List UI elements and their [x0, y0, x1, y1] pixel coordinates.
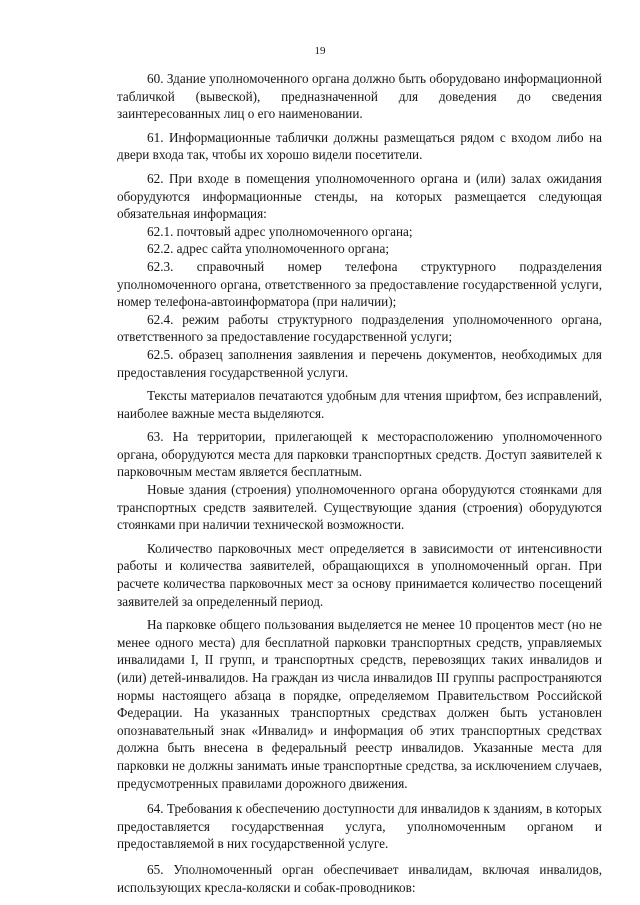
paragraph-61: 61. Информационные таблички должны размещаться рядом с входом либо на двери входа так, чтобы их хорошо видели посетители. [117, 129, 602, 163]
paragraph-65: 65. Уполномоченный орган обеспечивает инвалидам, включая инвалидов, использующих кресла-коляски и собак-проводников: [117, 861, 602, 895]
paragraph-62: 62. При входе в помещения уполномоченного органа и (или) залах ожидания оборудуются информационные стенды, на которых размещается следующая обязательная информация: [117, 170, 602, 222]
paragraph-62-1: 62.1. почтовый адрес уполномоченного органа; [147, 223, 413, 239]
paragraph-60: 60. Здание уполномоченного органа должно быть оборудовано информационной табличкой (вывеской), предназначенной для доведения до сведения заинтересованных лиц о его наименовании. [117, 71, 602, 122]
paragraph-64: 64. Требования к обеспечению доступности для инвалидов к зданиям, в которых предоставляется государственная услуга, уполномоченным органом и предоставляемой в них государственной услуге. [117, 801, 602, 852]
paragraph-disabled-parking: На парковке общего пользования выделяется не менее 10 процентов мест (но не менее одного места) для бесплатной парковки транспортных средств, управляемых инвалидами I, II групп, и транспортных средств, перевозящих таких инвалидов и (или) детей-инвалидов. На граждан из числа инвалидов III группы распространяются нормы настоящего абзаца в порядке, определяемом Правительством Российской Федерации. На указанных транспортных средствах должен быть установлен опознавательный знак «Инвалид» и информация об этих транспортных средствах должна быть внесена в федеральный реестр инвалидов. Указанные места для парковки не должны занимать иные транспортные средства, за исключением случаев, предусмотренных правилами дорожного движения. [117, 617, 602, 791]
paragraph-62-4: 62.4. режим работы структурного подразделения уполномоченного органа, ответственного за предоставление государственной услуги; [117, 311, 602, 345]
paragraph-63: 63. На территории, прилегающей к месторасположению уполномоченного органа, оборудуются места для парковки транспортных средств. Доступ заявителей к парковочным местам является бесплатным. [117, 429, 602, 480]
document-body [117, 70, 602, 896]
paragraph-62-2: 62.2. адрес сайта уполномоченного органа; [147, 241, 389, 257]
paragraph-parking-count: Количество парковочных мест определяется в зависимости от интенсивности работы и количества заявителей, обращающихся в уполномоченный орган. При расчете количества парковочных мест за основу принимается количество посещений заявителей за определенный период. [117, 540, 602, 609]
paragraph-texts-materials: Тексты материалов печатаются удобным для чтения шрифтом, без исправлений, наиболее важные места выделяются. [117, 388, 602, 421]
paragraph-62-3: 62.3. справочный номер телефона структурного подразделения уполномоченного органа, ответственного за предоставление государственной услуги, номер телефона-автоинформатора (при наличии); [117, 258, 602, 310]
paragraph-new-buildings: Новые здания (строения) уполномоченного органа оборудуются стоянками для транспортных средств заявителей. Существующие здания (строения) оборудуются стоянками при наличии технической возможности. [117, 482, 602, 533]
page-number: 19 [314, 45, 326, 57]
paragraph-62-5: 62.5. образец заполнения заявления и перечень документов, необходимых для предоставления государственной услуги. [117, 346, 602, 380]
